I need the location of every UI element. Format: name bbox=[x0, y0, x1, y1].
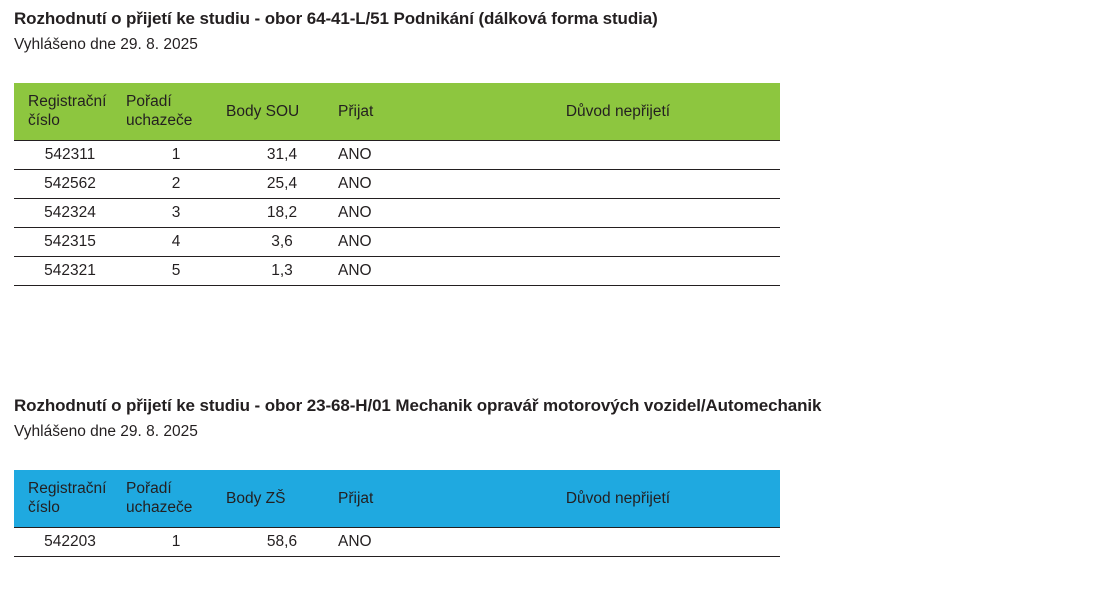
cell-registration: 542324 bbox=[14, 199, 126, 228]
cell-accepted: ANO bbox=[338, 170, 456, 199]
column-header-accepted: Přijat bbox=[338, 83, 456, 141]
cell-order: 1 bbox=[126, 528, 226, 557]
cell-points: 25,4 bbox=[226, 170, 338, 199]
table-row bbox=[14, 170, 780, 199]
table-header bbox=[14, 83, 780, 141]
cell-reason bbox=[456, 528, 780, 557]
table-body bbox=[14, 528, 780, 557]
column-header-order-line2: uchazeče bbox=[126, 499, 193, 516]
section-subtitle: Vyhlášeno dne 29. 8. 2025 bbox=[14, 423, 198, 440]
cell-accepted: ANO bbox=[338, 228, 456, 257]
cell-accepted: ANO bbox=[338, 141, 456, 170]
results-table bbox=[14, 83, 780, 286]
column-header-order-line1: Pořadí bbox=[126, 480, 172, 497]
section-title: Rozhodnutí o přijetí ke studiu - obor 23-68-H/01 Mechanik opravář motorových vozidel/Automechanik bbox=[14, 396, 822, 415]
cell-points: 58,6 bbox=[226, 528, 338, 557]
cell-accepted: ANO bbox=[338, 257, 456, 286]
results-table bbox=[14, 470, 780, 557]
cell-points: 1,3 bbox=[226, 257, 338, 286]
column-header-points: Body ZŠ bbox=[226, 470, 338, 528]
table-row bbox=[14, 257, 780, 286]
cell-points: 3,6 bbox=[226, 228, 338, 257]
column-header-registration-line1: Registrační bbox=[28, 93, 107, 110]
cell-registration: 542315 bbox=[14, 228, 126, 257]
table-header-row bbox=[14, 470, 780, 528]
cell-points: 18,2 bbox=[226, 199, 338, 228]
column-header-registration-line2: číslo bbox=[28, 499, 60, 516]
column-header-registration-line1: Registrační bbox=[28, 480, 107, 497]
table-row bbox=[14, 528, 780, 557]
cell-accepted: ANO bbox=[338, 199, 456, 228]
column-header-order-line1: Pořadí bbox=[126, 93, 172, 110]
table-header-row bbox=[14, 83, 780, 141]
cell-registration: 542311 bbox=[14, 141, 126, 170]
cell-order: 4 bbox=[126, 228, 226, 257]
cell-order: 3 bbox=[126, 199, 226, 228]
cell-order: 2 bbox=[126, 170, 226, 199]
column-header-reason: Důvod nepřijetí bbox=[456, 470, 780, 528]
section-title: Rozhodnutí o přijetí ke studiu - obor 64-41-L/51 Podnikání (dálková forma studia) bbox=[14, 9, 658, 28]
column-header-order bbox=[126, 470, 226, 528]
cell-accepted: ANO bbox=[338, 528, 456, 557]
cell-reason bbox=[456, 199, 780, 228]
cell-registration: 542562 bbox=[14, 170, 126, 199]
cell-reason bbox=[456, 170, 780, 199]
cell-reason bbox=[456, 257, 780, 286]
column-header-registration bbox=[14, 83, 126, 141]
column-header-points: Body SOU bbox=[226, 83, 338, 141]
table-row bbox=[14, 199, 780, 228]
cell-order: 1 bbox=[126, 141, 226, 170]
column-header-order-line2: uchazeče bbox=[126, 112, 193, 129]
table-row bbox=[14, 228, 780, 257]
column-header-reason: Důvod nepřijetí bbox=[456, 83, 780, 141]
cell-points: 31,4 bbox=[226, 141, 338, 170]
cell-reason bbox=[456, 228, 780, 257]
column-header-registration bbox=[14, 470, 126, 528]
cell-registration: 542321 bbox=[14, 257, 126, 286]
results-section-podnikani bbox=[14, 8, 780, 286]
table-row bbox=[14, 141, 780, 170]
cell-order: 5 bbox=[126, 257, 226, 286]
cell-reason bbox=[456, 141, 780, 170]
column-header-accepted: Přijat bbox=[338, 470, 456, 528]
table-body bbox=[14, 141, 780, 286]
column-header-order bbox=[126, 83, 226, 141]
column-header-registration-line2: číslo bbox=[28, 112, 60, 129]
section-subtitle: Vyhlášeno dne 29. 8. 2025 bbox=[14, 36, 198, 53]
results-section-automechanik bbox=[14, 395, 821, 557]
table-header bbox=[14, 470, 780, 528]
cell-registration: 542203 bbox=[14, 528, 126, 557]
